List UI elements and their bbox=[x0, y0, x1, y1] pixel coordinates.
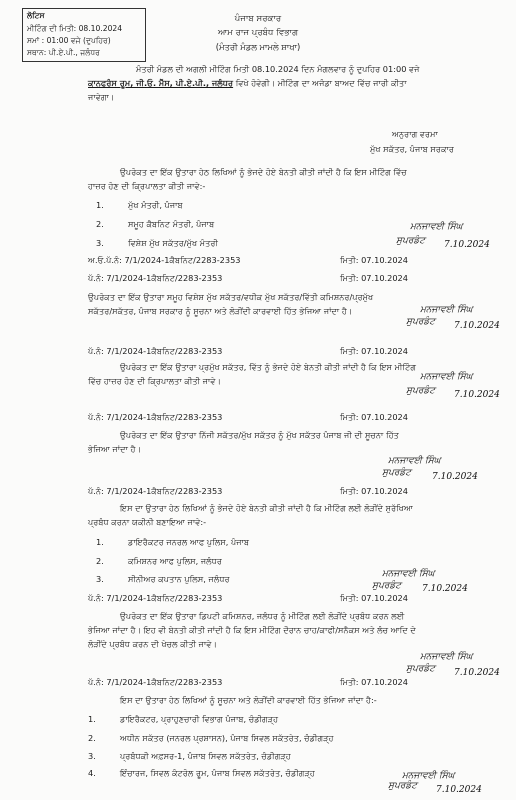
block1-item-3-num: 3. bbox=[96, 238, 104, 248]
block1-item-3: ਵਿਸ਼ੇਸ਼ ਮੁੱਖ ਸਕੱਤਰ/ਮੁੱਖ ਮੰਤਰੀ bbox=[128, 238, 218, 248]
meeting-place: ਸਥਾਨ: ਪੀ.ਏ.ਪੀ., ਜਲੰਧਰ bbox=[27, 48, 100, 57]
block6-line-1: ਉਪਰੋਕਤ ਦਾ ਇੱਕ ਉਤਾਰਾ ਡਿਪਟੀ ਕਮਿਸ਼ਨਰ, ਜਲੰਧਰ ਨੂੰ ਮੀਟਿੰਗ ਲਈ ਲੋੜੀਂਦੇ ਪ੍ਰਬੰਧ ਕਰਨ ਲਈ bbox=[120, 611, 405, 621]
block4-line-2: ਭੇਜਿਆ ਜਾਂਦਾ ਹੈ। bbox=[88, 444, 142, 454]
block7-item-1: ਡਾਇਰੈਕਟਰ, ਪ੍ਰਾਹੁਣਚਾਰੀ ਵਿਭਾਗ ਪੰਜਾਬ, ਚੰਡੀਗੜ੍ਹ bbox=[120, 714, 279, 724]
block5-line-1: ਇਸ ਦਾ ਉਤਾਰਾ ਹੇਠ ਲਿਖਿਆਂ ਨੂੰ ਭੇਜਦੇ ਹੋਏ ਬੇਨਤੀ ਕੀਤੀ ਜਾਂਦੀ ਹੈ ਕਿ ਮੀਟਿੰਗ ਲਈ ਲੋੜੀਂਦੇ ਸੁਰੱਖਿਆ bbox=[120, 503, 413, 513]
block6-line-3: ਲੋੜੀਂਦੇ ਪ੍ਰਬੰਧ ਕਰਨ ਦੀ ਖੇਚਲ ਕੀਤੀ ਜਾਵੇ। bbox=[88, 639, 217, 649]
signature-7-title: ਸੁਪਰਡੰਟ bbox=[388, 781, 417, 791]
meeting-time: ਸਮਾਂ : 01:00 ਵਜੇ (ਦੁਪਹਿਰ) bbox=[27, 36, 111, 45]
signature-5-title: ਸੁਪਰਡੰਟ bbox=[372, 581, 401, 591]
block5-ref: ਪੱ.ਨੰ: 7/1/2024-1ਕੈਬਨਿਟ/2283-2353 bbox=[88, 486, 223, 496]
signature-3-date: 7.10.2024 bbox=[454, 390, 500, 400]
signatory-name: ਅਨੁਰਾਗ ਵਰਮਾ bbox=[392, 129, 438, 139]
block6-date: ਮਿਤੀ: 07.10.2024 bbox=[340, 593, 408, 603]
block1-para-a: ਉਪਰੋਕਤ ਦਾ ਇੱਕ ਉਤਾਰਾ ਹੇਠ ਲਿਖਿਆਂ ਨੂੰ ਭੇਜਦੇ ਹੋਏ ਬੇਨਤੀ ਕੀਤੀ ਜਾਂਦੀ ਹੈ ਕਿ ਇਸ ਮੀਟਿੰਗ ਵਿੱਚ bbox=[120, 167, 407, 177]
signature-1-date: 7.10.2024 bbox=[444, 240, 490, 250]
signature-1 bbox=[396, 222, 490, 250]
block5-line-2: ਪ੍ਰਬੰਧ ਕਰਨਾ ਯਕੀਨੀ ਬਣਾਇਆ ਜਾਵੇ:- bbox=[88, 517, 207, 527]
block5-item-2: ਕਮਿਸ਼ਨਰ ਆਫ ਪੁਲਿਸ, ਜਲੰਧਰ bbox=[128, 556, 222, 566]
block1-para-b: ਹਾਜ਼ਰ ਹੋਣ ਦੀ ਕ੍ਰਿਪਾਲਤਾ ਕੀਤੀ ਜਾਵੇ:- bbox=[88, 181, 206, 191]
meeting-date: ਮੀਟਿੰਗ ਦੀ ਮਿਤੀ: 08.10.2024 bbox=[27, 24, 123, 33]
intro-venue: ਕਾਨਫਰੰਸ ਰੂਮ, ਜੀ.ਓ. ਮੈੱਸ, ਪੀ.ਏ.ਪੀ., ਜਲੰਧਰ bbox=[88, 78, 234, 88]
signature-4-title: ਸੁਪਰਡੰਟ bbox=[382, 468, 411, 478]
signature-3-title: ਸੁਪਰਡੰਟ bbox=[406, 386, 435, 396]
intro-line-1: ਮੰਤਰੀ ਮੰਡਲ ਦੀ ਅਗਲੀ ਮੀਟਿੰਗ ਮਿਤੀ 08.10.2024 ਦਿਨ ਮੰਗਲਵਾਰ ਨੂੰ ਦੁਪਹਿਰ 01:00 ਵਜੇ bbox=[136, 64, 420, 74]
block7-ref: ਪੱ.ਨੰ: 7/1/2024-1ਕੈਬਨਿਟ/2283-2353 bbox=[88, 677, 223, 687]
org-branch: (ਮੰਤਰੀ ਮੰਡਲ ਮਾਮਲੇ ਸ਼ਾਖਾ) bbox=[215, 42, 301, 52]
block7-item-4-num: 4. bbox=[88, 768, 96, 778]
block1-ref: ਅ.ਓ.ਪੱ.ਨੰ: 7/1/2024-1ਕੈਬਨਿਟ/2283-2353 bbox=[88, 255, 241, 265]
block4-ref: ਪੱ.ਨੰ: 7/1/2024-1ਕੈਬਨਿਟ/2283-2353 bbox=[88, 412, 223, 422]
block7-item-2: ਅਧੀਨ ਸਕੱਤਰ (ਜਨਰਲ ਪ੍ਰਸ਼ਾਸਨ), ਪੰਜਾਬ ਸਿਵਲ ਸਕੱਤਰੇਤ, ਚੰਡੀਗੜ੍ਹ bbox=[120, 733, 334, 743]
signature-5 bbox=[372, 569, 468, 594]
org-department: ਆਮ ਰਾਜ ਪ੍ਰਬੰਧ ਵਿਭਾਗ bbox=[217, 28, 299, 38]
signature-2-name: ਮਨਜਾਵਈ ਸਿੰਘ bbox=[420, 305, 473, 315]
block1-item-2-num: 2. bbox=[96, 219, 104, 229]
block3-line-1: ਉਪਰੋਕਤ ਦਾ ਇੱਕ ਉਤਾਰਾ ਪ੍ਰਮੁੱਖ ਸਕੱਤਰ, ਵਿੱਤ ਨੂੰ ਭੇਜਦੇ ਹੋਏ ਬੇਨਤੀ ਕੀਤੀ ਜਾਂਦੀ ਹੈ ਕਿ ਇਸ ਮੀਟਿੰਗ bbox=[120, 362, 417, 372]
signature-5-name: ਮਨਜਾਵਈ ਸਿੰਘ bbox=[382, 569, 435, 579]
block7-date: ਮਿਤੀ: 07.10.2024 bbox=[340, 677, 408, 687]
signature-2-date: 7.10.2024 bbox=[454, 321, 500, 331]
block3-line-2: ਵਿੱਚ ਹਾਜ਼ਰ ਹੋਣ ਦੀ ਕ੍ਰਿਪਾਲਤਾ ਕੀਤੀ ਜਾਵੇ। bbox=[88, 376, 222, 386]
block1-item-1: ਮੁੱਖ ਮੰਤਰੀ, ਪੰਜਾਬ bbox=[128, 200, 183, 210]
signature-1-name: ਮਨਜਾਵਈ ਸਿੰਘ bbox=[410, 222, 463, 232]
signature-4-date: 7.10.2024 bbox=[432, 472, 478, 482]
signature-3 bbox=[406, 372, 500, 400]
block7-item-3-num: 3. bbox=[88, 751, 96, 761]
block2-date: ਮਿਤੀ: 07.10.2024 bbox=[340, 273, 408, 283]
block5-item-3: ਸੀਨੀਅਰ ਕਪਤਾਨ ਪੁਲਿਸ, ਜਲੰਧਰ bbox=[128, 574, 230, 584]
signature-7-date: 7.10.2024 bbox=[436, 785, 482, 795]
block5-date: ਮਿਤੀ: 07.10.2024 bbox=[340, 486, 408, 496]
block7-item-3: ਪ੍ਰਬੰਧਕੀ ਅਫ਼ਸਰ-1, ਪੰਜਾਬ ਸਿਵਲ ਸਕੱਤਰੇਤ, ਚੰਡੀਗੜ੍ਹ bbox=[120, 751, 291, 761]
notice-box bbox=[22, 8, 146, 62]
signature-7-name: ਮਨਜਾਵਈ ਸਿੰਘ bbox=[402, 771, 455, 781]
block7-item-4: ਇੰਚਾਰਜ, ਸਿਵਲ ਕੰਟਰੋਲ ਰੂਮ, ਪੰਜਾਬ ਸਿਵਲ ਸਕੱਤਰੇਤ, ਚੰਡੀਗੜ੍ਹ bbox=[120, 768, 315, 778]
block7-item-1-num: 1. bbox=[88, 714, 96, 724]
intro-line-3: ਜਾਵੇਗਾ। bbox=[88, 92, 115, 102]
block7-item-2-num: 2. bbox=[88, 733, 96, 743]
signature-4-name: ਮਨਜਾਵਈ ਸਿੰਘ bbox=[388, 456, 441, 466]
intro-line-2: ਵਿਖੇ ਹੋਵੇਗੀ। ਮੀਟਿੰਗ ਦਾ ਅਜੰਡਾ ਬਾਅਦ ਵਿੱਚ ਜਾਰੀ ਕੀਤਾ bbox=[235, 78, 407, 88]
block4-line-1: ਉਪਰੋਕਤ ਦਾ ਇੱਕ ਉਤਾਰਾ ਨਿੱਜੀ ਸਕੱਤਰ/ਮੁੱਖ ਸਕੱਤਰ ਨੂੰ ਮੁੱਖ ਸਕੱਤਰ ਪੰਜਾਬ ਜੀ ਦੀ ਸੂਚਨਾ ਹਿੱਤ bbox=[120, 430, 399, 440]
signature-4 bbox=[382, 456, 478, 482]
block5-item-2-num: 2. bbox=[96, 556, 104, 566]
signature-6-title: ਸੁਪਰਡੰਟ bbox=[406, 664, 435, 674]
block1-item-1-num: 1. bbox=[96, 200, 104, 210]
signature-5-date: 7.10.2024 bbox=[422, 584, 468, 594]
signature-7 bbox=[388, 771, 482, 795]
block3-ref: ਪੱ.ਨੰ: 7/1/2024-1ਕੈਬਨਿਟ/2283-2353 bbox=[88, 346, 223, 356]
signature-3-name: ਮਨਜਾਵਈ ਸਿੰਘ bbox=[420, 372, 473, 382]
block4-date: ਮਿਤੀ: 07.10.2024 bbox=[340, 412, 408, 422]
notice-label: ਲੋਟਿਸ bbox=[27, 11, 45, 20]
block1-item-2: ਸਮੂਹ ਕੈਬਨਿਟ ਮੰਤਰੀ, ਪੰਜਾਬ bbox=[128, 219, 215, 229]
signature-6 bbox=[406, 652, 500, 678]
signature-6-date: 7.10.2024 bbox=[454, 668, 500, 678]
block6-ref: ਪੱ.ਨੰ: 7/1/2024-1ਕੈਬਨਿਟ/2283-2353 bbox=[88, 593, 223, 603]
block2-line-1: ਉਪਰੋਕਤ ਦਾ ਇੱਕ ਉਤਾਰਾ ਸਮੂਹ ਵਿਸ਼ੇਸ਼ ਮੁੱਖ ਸਕੱਤਰ/ਵਧੀਕ ਮੁੱਖ ਸਕੱਤਰ/ਵਿੱਤੀ ਕਮਿਸ਼ਨਰ/ਪ੍ਰਮੁੱਖ bbox=[88, 292, 374, 302]
signature-6-name: ਮਨਜਾਵਈ ਸਿੰਘ bbox=[420, 652, 473, 662]
block2-line-2: ਸਕੱਤਰ/ਸਕੱਤਰ, ਪੰਜਾਬ ਸਰਕਾਰ ਨੂੰ ਸੂਚਨਾ ਅਤੇ ਲੋੜੀਂਦੀ ਕਾਰਵਾਈ ਹਿੱਤ ਭੇਜਿਆ ਜਾਂਦਾ ਹੈ। bbox=[88, 306, 353, 316]
block1-date: ਮਿਤੀ: 07.10.2024 bbox=[340, 255, 408, 265]
signature-1-title: ਸੁਪਰਡੰਟ bbox=[396, 236, 425, 246]
block5-item-1-num: 1. bbox=[96, 537, 104, 547]
block5-item-1: ਡਾਇਰੈਕਟਰ ਜਨਰਲ ਆਫ ਪੁਲਿਸ, ਪੰਜਾਬ bbox=[128, 537, 250, 547]
signature-2-title: ਸੁਪਰਡੰਟ bbox=[406, 317, 435, 327]
block5-item-3-num: 3. bbox=[96, 574, 104, 584]
block6-line-2: ਭੇਜਿਆ ਜਾਂਦਾ ਹੈ। ਇਹ ਵੀ ਬੇਨਤੀ ਕੀਤੀ ਜਾਂਦੀ ਹੈ ਕਿ ਇਸ ਮੀਟਿੰਗ ਦੌਰਾਨ ਚਾਹ/ਕਾਫੀ/ਸਨੈਕਸ ਅਤੇ ਲੰਚ ਆਦਿ ਦੇ bbox=[88, 625, 416, 635]
signature-2 bbox=[406, 305, 500, 331]
signatory-title: ਮੁੱਖ ਸਕੱਤਰ, ਪੰਜਾਬ ਸਰਕਾਰ bbox=[370, 144, 454, 154]
block7-line-1: ਇਸ ਦਾ ਉਤਾਰਾ ਹੇਠ ਲਿਖਿਆਂ ਨੂੰ ਸੂਚਨਾ ਅਤੇ ਲੋੜੀਂਦੀ ਕਾਰਵਾਈ ਹਿੱਤ ਭੇਜਿਆ ਜਾਂਦਾ ਹੈ:- bbox=[120, 695, 377, 705]
org-title: ਪੰਜਾਬ ਸਰਕਾਰ bbox=[234, 14, 282, 24]
block3-date: ਮਿਤੀ: 07.10.2024 bbox=[340, 346, 408, 356]
block2-ref: ਪੱ.ਨੰ: 7/1/2024-1ਕੈਬਨਿਟ/2283-2353 bbox=[88, 273, 223, 283]
